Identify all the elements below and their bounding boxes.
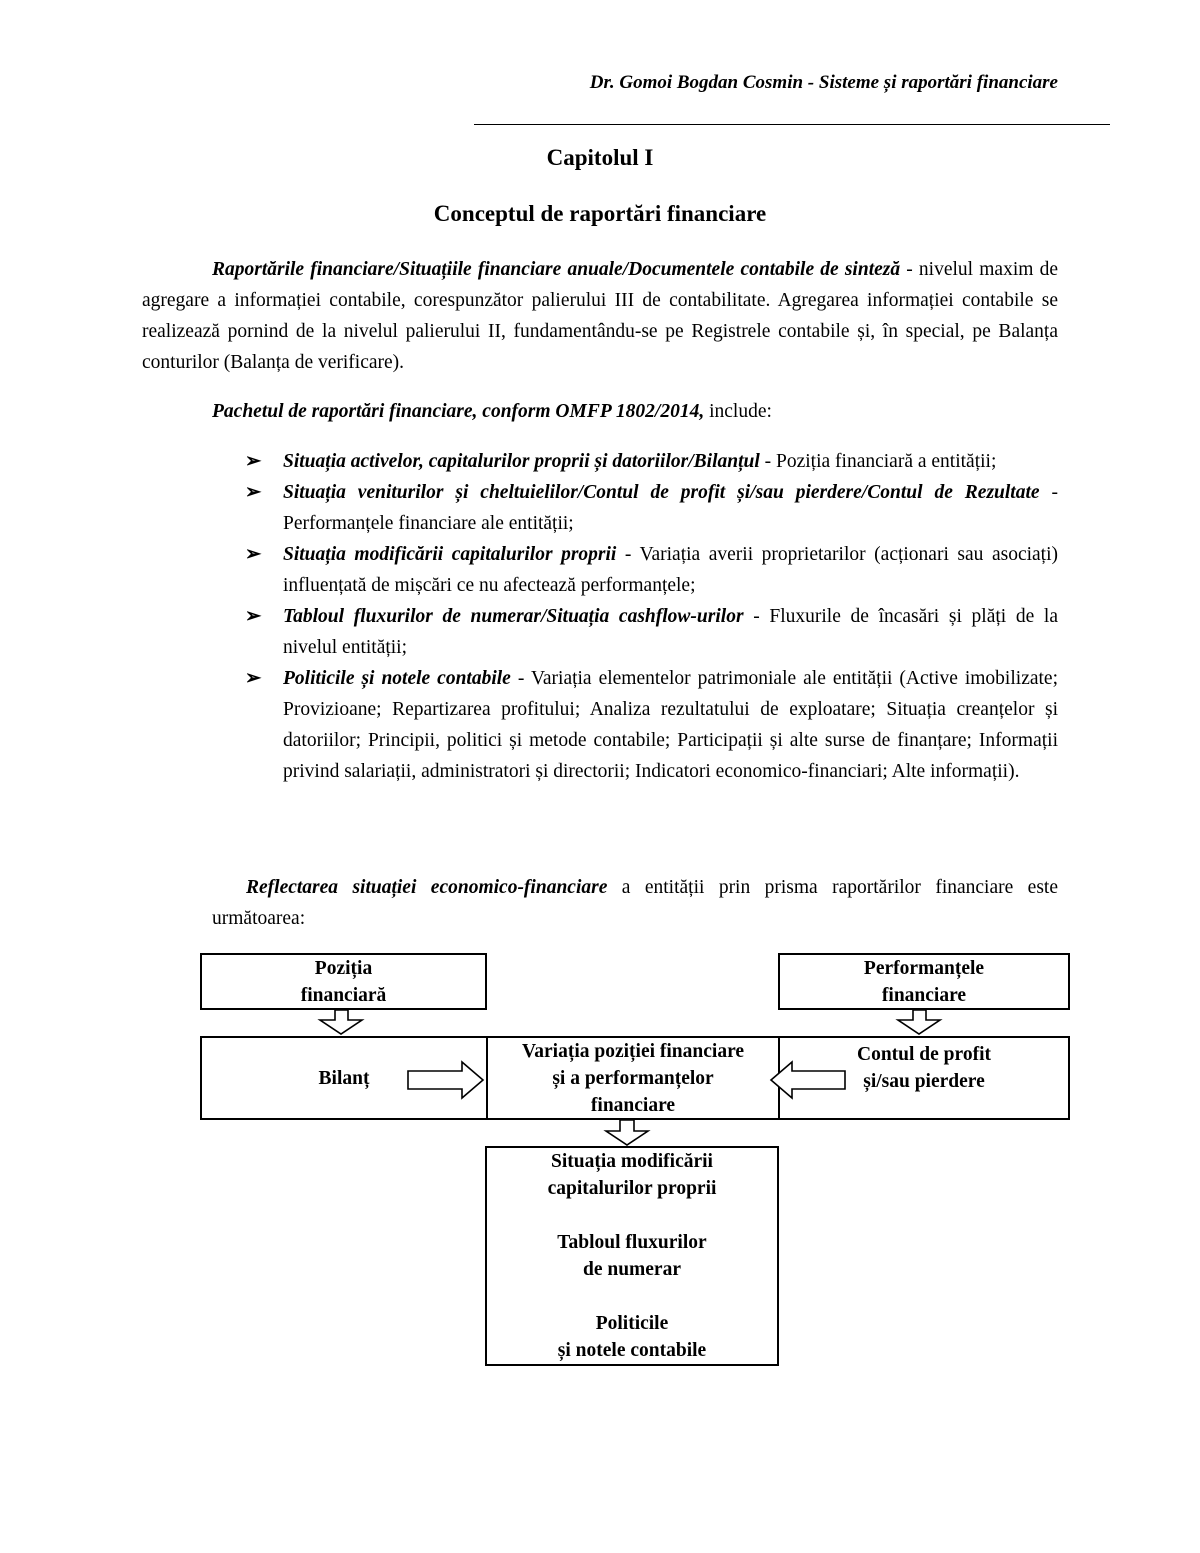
box-line: Tabloul fluxurilor: [557, 1232, 707, 1253]
box-line: capitalurilor proprii: [547, 1178, 717, 1199]
down-arrow-icon: [606, 1120, 648, 1145]
arrowhead-bullet-icon: ➢: [245, 451, 262, 472]
list-item-desc: - Performanțele financiare ale entității;: [283, 482, 1059, 534]
list-item-desc: - Variația elementelor patrimoniale ale entității (Active imobilizate; Provizioane; Repartizarea profitului; Analiza rezultatului de exploatare; Situația creanțelor și datoriilor; Principii, politici și metode contabile; Participații și alte surse de finanțare; Informații privind salariații, administratori și directorii; Indicatori economico-financiari; Alte informații).: [283, 668, 1058, 782]
intro-text: - nivelul maxim de agregare a informației contabile, corespunzător palierului III de contabilitate. Agregarea informației contabile se realizează pornind de la nivelul palierului II, fundamentându-se pe Registrele contabile și, în special, pe Balanța conturilor (Balanța de verificare).: [142, 259, 1058, 373]
reflection-text: a entității prin prisma raportărilor financiare este următoarea:: [212, 877, 1058, 929]
box-line: Performanțele: [863, 957, 985, 979]
box-line: financiare: [881, 984, 967, 1006]
running-header: Dr. Gomoi Bogdan Cosmin - Sisteme și raportări financiare: [589, 72, 1058, 93]
box-line: și a performanțelor: [552, 1068, 714, 1089]
list-item-term: Situația activelor, capitalurilor proprii și datoriilor/Bilanțul: [283, 451, 760, 472]
down-arrow-icon: [320, 1010, 362, 1034]
box-line: financiară: [300, 984, 387, 1006]
arrowhead-bullet-icon: ➢: [245, 606, 262, 627]
list-item-term: Situația modificării capitalurilor proprii: [283, 544, 617, 565]
page-title: Conceptul de raportări financiare: [433, 201, 767, 226]
box-line: Bilanț: [318, 1067, 370, 1089]
package-text: include:: [704, 401, 772, 422]
box-line: Poziția: [314, 957, 373, 979]
right-arrow-icon: [408, 1062, 483, 1098]
box-line: Politicile: [595, 1313, 669, 1334]
reflection-lead: Reflectarea situației economico-financiare: [246, 877, 608, 898]
list-item-desc: - Fluxurile de încasări și plăți de la nivelul entității;: [283, 606, 1058, 658]
box-line: Contul de profit: [857, 1044, 991, 1065]
down-arrow-icon: [898, 1010, 940, 1034]
box-line: Variația poziției financiare: [521, 1041, 745, 1062]
list-item-term: Politicile și notele contabile: [283, 668, 511, 689]
left-arrow-icon: [771, 1062, 845, 1098]
box-line: și notele contabile: [557, 1340, 707, 1361]
list-item-term: Tabloul fluxurilor de numerar/Situația cashflow-urilor: [283, 606, 744, 627]
list-item-desc: - Variația averii proprietarilor (acționari sau asociați) influențată de mișcări ce nu afectează performanțele;: [283, 544, 1058, 596]
arrowhead-bullet-icon: ➢: [245, 482, 262, 503]
box-line: de numerar: [582, 1259, 681, 1280]
package-lead: Pachetul de raportări financiare, conform OMFP 1802/2014,: [212, 401, 705, 422]
box-line: financiare: [590, 1095, 676, 1116]
intro-lead: Raportările financiare/Situațiile financiare anuale/Documentele contabile de sinteză: [212, 259, 901, 280]
box-line: Situația modificării: [551, 1151, 713, 1172]
chapter-heading: Capitolul I: [546, 145, 654, 170]
arrowhead-bullet-icon: ➢: [245, 668, 262, 689]
list-item-term: Situația veniturilor și cheltuielilor/Contul de profit și/sau pierdere/Contul de Rezultate: [283, 482, 1040, 503]
arrowhead-bullet-icon: ➢: [245, 544, 262, 565]
list-item-desc: - Poziția financiară a entității;: [759, 451, 997, 472]
box-line: și/sau pierdere: [863, 1071, 985, 1092]
